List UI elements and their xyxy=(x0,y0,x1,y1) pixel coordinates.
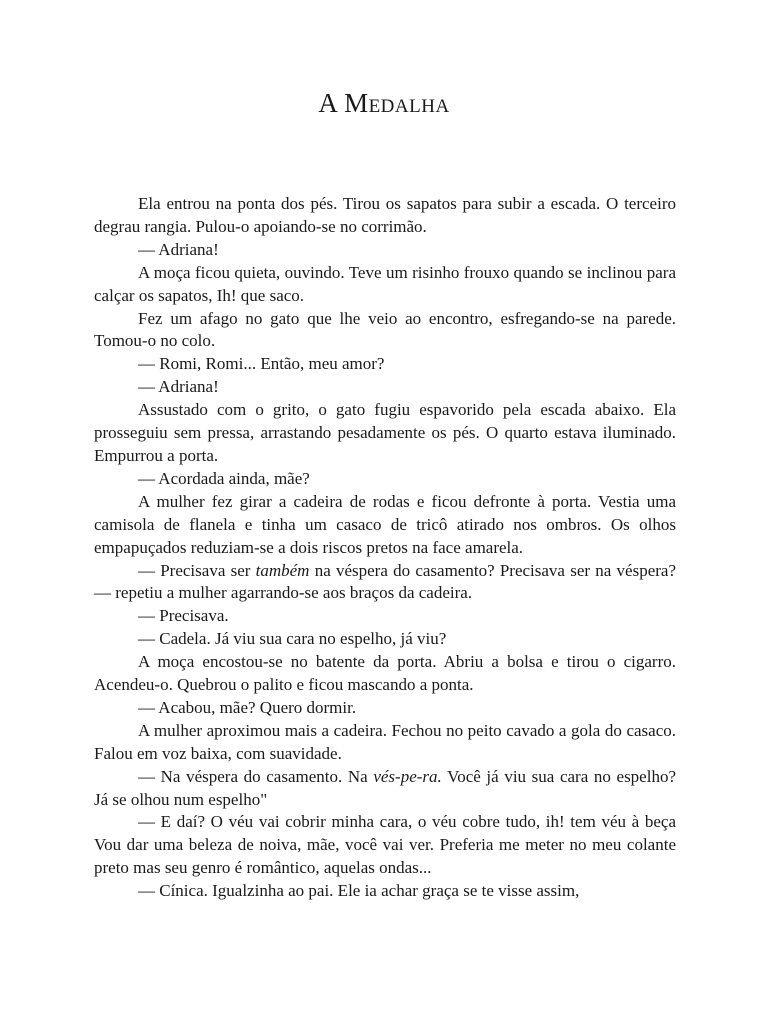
paragraph: — Cadela. Já viu sua cara no espelho, já viu? xyxy=(138,629,447,649)
paragraph-text: na véspera do casamento? Precisava ser na véspera? — repetiu a mulher agarrando-se aos braços da cadeira. xyxy=(94,560,676,603)
paragraph: Fez um afago no gato que lhe veio ao encontro, esfregando-se na parede. Tomou-o no colo. xyxy=(94,308,676,351)
paragraph: — Acordada ainda, mãe? xyxy=(138,468,310,488)
body-text xyxy=(94,193,676,903)
paragraph-text: — Na véspera do casamento. Na xyxy=(138,766,374,786)
paragraph: A moça encostou-se no batente da porta. Abriu a bolsa e tirou o cigarro. Acendeu-o. Quebrou o palito e ficou mascando a ponta. xyxy=(94,652,676,695)
paragraph: — Adriana! xyxy=(138,377,219,397)
paragraph: A moça ficou quieta, ouvindo. Teve um risinho frouxo quando se inclinou para calçar os sapatos, Ih! que saco. xyxy=(94,262,676,305)
emphasis-text: também xyxy=(255,560,310,580)
paragraph: — E daí? O véu vai cobrir minha cara, o véu cobre tudo, ih! tem véu à beça Vou dar uma beleza de noiva, mãe, você vai ver. Preferia me meter no meu colante preto mas seu genro é romântico, aquelas ondas... xyxy=(94,812,676,878)
paragraph-text: Você já viu sua cara no espelho? Já se olhou num espelho" xyxy=(94,766,676,809)
paragraph xyxy=(94,766,676,812)
emphasis-text: vés-pe-ra. xyxy=(373,766,442,786)
paragraph: A mulher aproximou mais a cadeira. Fechou no peito cavado a gola do casaco. Falou em voz baixa, com suavidade. xyxy=(94,720,676,763)
paragraph: Assustado com o grito, o gato fugiu espavorido pela escada abaixo. Ela prosseguiu sem pressa, arrastando pesadamente os pés. O quarto estava iluminado. Empurrou a porta. xyxy=(94,400,676,465)
paragraph: — Precisava. xyxy=(138,606,229,626)
paragraph-text: — Precisava ser xyxy=(138,560,256,580)
paragraph: — Cínica. Igualzinha ao pai. Ele ia achar graça se te visse assim, xyxy=(138,881,580,901)
paragraph: Ela entrou na ponta dos pés. Tirou os sapatos para subir a escada. O terceiro degrau rangia. Pulou-o apoiando-se no corrimão. xyxy=(94,194,676,236)
paragraph xyxy=(94,560,676,606)
paragraph: A mulher fez girar a cadeira de rodas e ficou defronte à porta. Vestia uma camisola de flanela e tinha um casaco de tricô atirado nos ombros. Os olhos empapuçados reduziam-se a dois riscos pretos na face amarela. xyxy=(94,491,676,557)
paragraph: — Adriana! xyxy=(138,239,219,259)
paragraph: — Acabou, mãe? Quero dormir. xyxy=(138,697,357,717)
paragraph: — Romi, Romi... Então, meu amor? xyxy=(138,354,385,374)
chapter-title: A Medalha xyxy=(318,88,450,118)
